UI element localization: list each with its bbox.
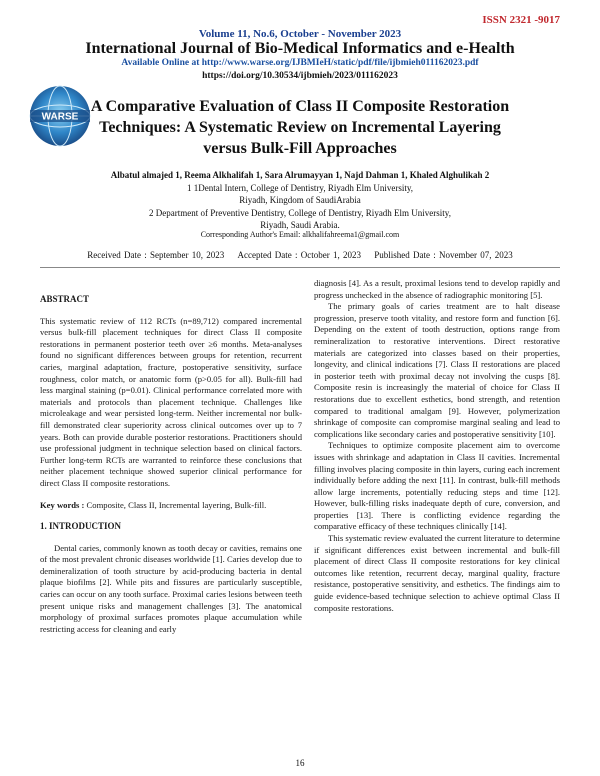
abstract-heading: ABSTRACT [40, 294, 90, 304]
affiliation-2-line2: Riyadh, Saudi Arabia. [260, 220, 340, 230]
issn-label: ISSN 2321 -9017 [482, 14, 560, 26]
right-column [314, 278, 560, 614]
keywords [40, 500, 302, 512]
affiliation-1 [60, 182, 540, 206]
keywords-text: Composite, Class II, Incremental layering, Bulk-fill. [84, 499, 267, 510]
doi-link[interactable]: https://doi.org/10.30534/ijbmieh/2023/011162023 [202, 71, 398, 81]
intro-paragraph-2: The primary goals of caries treatment are to halt disease progression, preserve tooth vitality, and restore form and function [6]. Depending on the extent of tooth destruction, options range from remineralization to restorative interventions. Direct restorative materials are categorized into classes based on their properties, longevity, and clinical indications [7]. Class II restorations are placed in posterior teeth with proximal decay not involving the cusps [8]. Composite resin is increasingly the material of choice for Class II restorations due to excellent esthetics, bond strength, and retention compared to traditional amalgam [9]. However, polymerization shrinkage of composite can compromise marginal sealing and lead to complications like secondary caries and postoperative sensitivity [10]. [314, 301, 560, 439]
affiliation-2 [60, 207, 540, 231]
intro-paragraph-4: This systematic review evaluated the current literature to determine if significant differences exist between incremental and bulk-fill placement of direct Class II composite restorations for key clinical outcomes like retention, recurrent decay, marginal quality, fracture resistance, postoperative sensitivity, and esthetics. The findings aim to guide evidence-based technique selection to achieve optimal Class II composite restorations. [314, 533, 560, 613]
intro-paragraph-1: Dental caries, commonly known as tooth decay or cavities, remains one of the most prevalent chronic diseases worldwide [1]. Caries develop due to demineralization of tooth structure by acid-producing bacteria in dental plaque biofilms [2]. While pits and fissures are particularly susceptible, caries can occur on any tooth surface. Proximal caries lesions between teeth present unique risks and management challenges [3]. The anatomical morphology of proximal surfaces promotes plaque accumulation while restricting access for cleaning and early [40, 542, 302, 634]
affiliation-2-line1: 2 Department of Preventive Dentistry, College of Dentistry, Riyadh Elm University, [149, 208, 451, 218]
availability-line [0, 58, 600, 68]
published-date: Published Date : November 07, 2023 [374, 250, 513, 260]
abstract-text: This systematic review of 112 RCTs (n=89,712) compared incremental versus bulk-fill placement techniques for direct Class II composite restorations in permanent posterior teeth over ≥6 months. Meta-analyses found no significant differences between groups for retention, recurrent caries, marginal adaptation, fracture, postoperative sensitivity, surface roughness, color match, or anatomic form (p>0.05 for all). Bulk-fill had less marginal staining (p=0.01). Clinical performance correlated more with materials and protocols than placement technique. Challenges like microleakage and wear persisted long-term. Neither incremental nor bulk-fill demonstrated clear superiority across clinical outcomes over up to 7 years. Both can provide durable posterior restorations. Practitioners should use professional judgment in technique selection based on clinical factors. Further long-term RCTs are warranted to reinforce these conclusions that neither placement technique showed superior clinical performance for direct Class II composite restorations. [40, 315, 302, 488]
intro-paragraph-1-continued: diagnosis [4]. As a result, proximal lesions tend to develop rapidly and progress unchecked in the absence of radiographic monitoring [5]. [314, 278, 560, 300]
intro-paragraph-3: Techniques to optimize composite placement aim to overcome issues with shrinkage and adaptation in Class II cavities. Incremental filling involves placing composite in thin layers, curing each increment individually before adding the next [11]. In contrast, bulk-fill methods allow large increments, potentially reducing steps and time [12]. However, bulk-filling risks inadequate depth of cure, conversion, and properties [13]. There is conflicting evidence regarding the comparative efficacy of these techniques clinically [14]. [314, 440, 560, 532]
header-divider [40, 267, 560, 268]
dates-line [0, 250, 600, 260]
logo-text: WARSE [41, 111, 79, 123]
keywords-label: Key words : [40, 499, 85, 510]
volume-issue: Volume 11, No.6, October - November 2023 [198, 28, 402, 40]
affiliation-1-line2: Riyadh, Kingdom of SaudiArabia [239, 195, 361, 205]
pdf-link[interactable]: http://www.warse.org/IJBMIeH/static/pdf/file/ijbmieh011162023.pdf [201, 58, 479, 68]
introduction-heading: 1. INTRODUCTION [40, 521, 122, 532]
paper-title: A Comparative Evaluation of Class II Composite Restoration Techniques: A Systematic Review on Incremental Layering versus Bulk-Fill Approaches [90, 98, 510, 157]
page-number: 16 [295, 758, 305, 768]
author-list: Albatul almajed 1, Reema Alkhalifah 1, Sara Alrumayyan 1, Najd Dahman 1, Khaled Alghulikah 2 [110, 170, 490, 180]
accepted-date: Accepted Date : October 1, 2023 [237, 250, 361, 260]
availability-prefix: Available Online at [121, 58, 202, 68]
journal-title: International Journal of Bio-Medical Informatics and e-Health [85, 40, 515, 57]
corresponding-email: Corresponding Author's Email: alkhalifahreema1@gmail.com [200, 230, 400, 239]
left-column [40, 294, 302, 635]
received-date: Received Date : September 10, 2023 [87, 250, 225, 260]
affiliation-1-line1: 1 1Dental Intern, College of Dentistry, Riyadh Elm University, [186, 183, 414, 193]
